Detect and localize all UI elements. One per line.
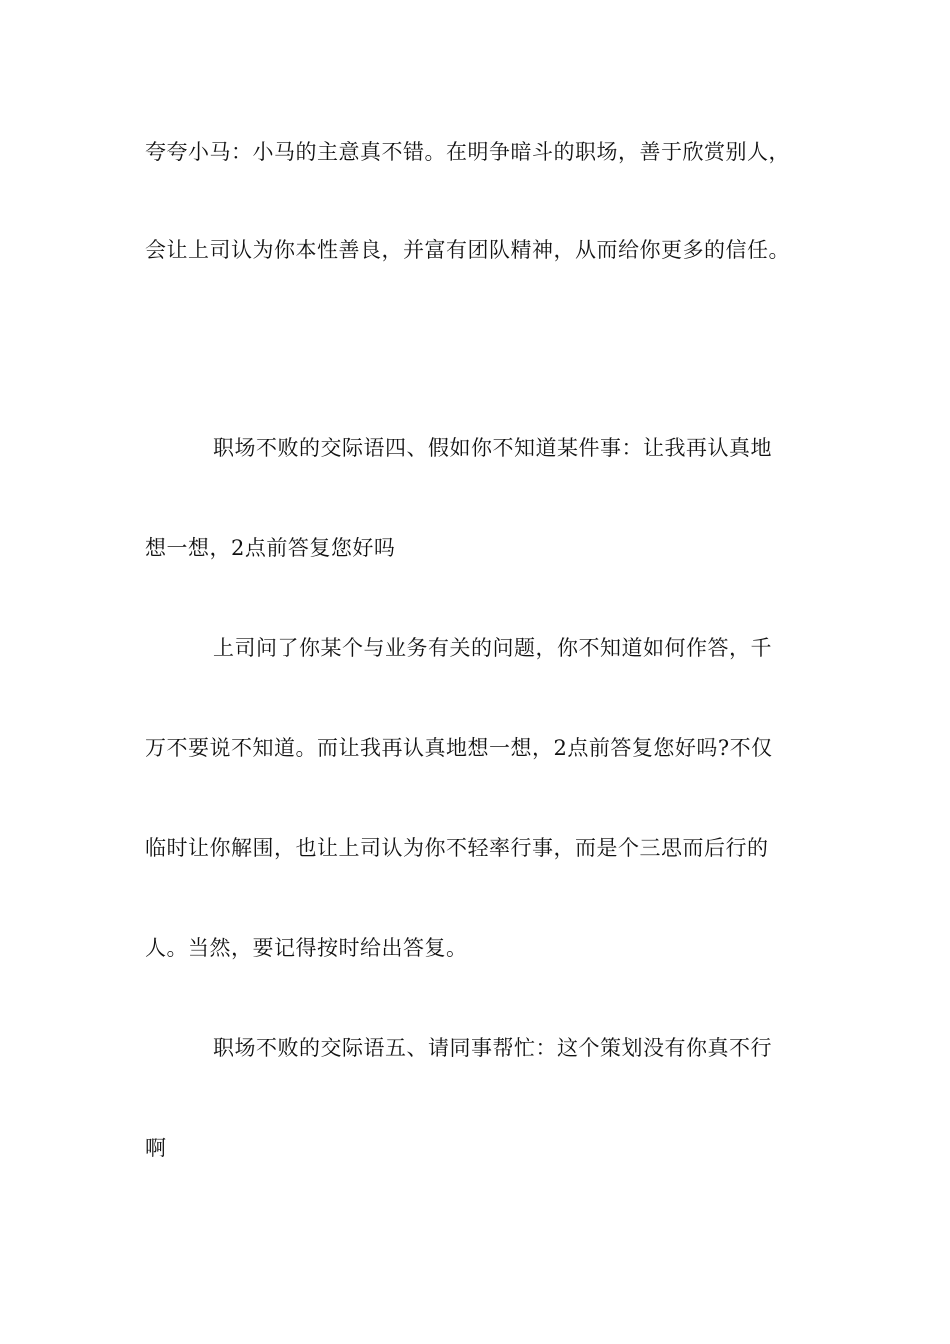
paragraph-line: 临时让你解围，也让上司认为你不轻率行事，而是个三思而后行的 (145, 836, 769, 860)
section-heading-line: 职场不败的交际语五、请同事帮忙：这个策划没有你真不行 (213, 1036, 772, 1060)
section-heading-line: 职场不败的交际语四、假如你不知道某件事：让我再认真地 (213, 436, 772, 460)
section-heading-line: 啊 (145, 1136, 167, 1160)
paragraph-line: 万不要说不知道。而让我再认真地想一想，2点前答复您好吗?不仅 (145, 736, 773, 760)
paragraph-line: 会让上司认为你本性善良，并富有团队精神，从而给你更多的信任。 (145, 238, 790, 262)
paragraph-line: 人。当然，要记得按时给出答复。 (145, 936, 468, 960)
paragraph-line: 上司问了你某个与业务有关的问题，你不知道如何作答，千 (213, 636, 772, 660)
paragraph-line: 夸夸小马：小马的主意真不错。在明争暗斗的职场，善于欣赏别人， (145, 140, 790, 164)
section-heading-line: 想一想，2点前答复您好吗 (145, 536, 396, 560)
